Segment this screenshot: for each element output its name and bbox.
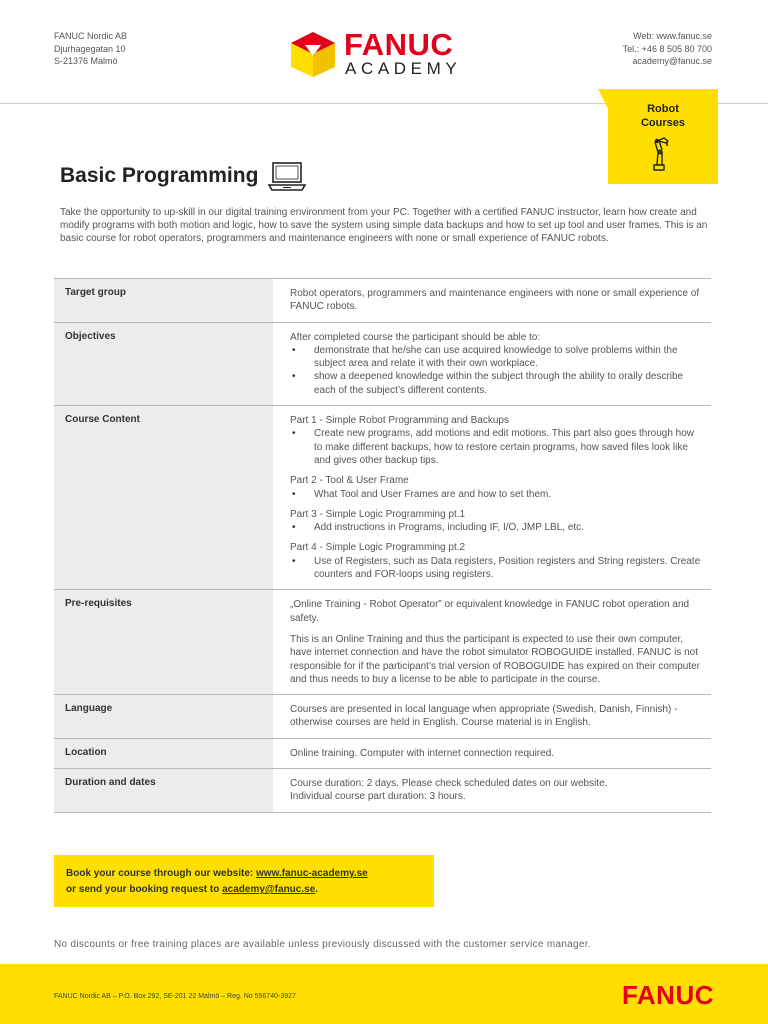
row-label: Target group bbox=[54, 279, 273, 322]
row-label: Pre-requisites bbox=[54, 590, 273, 694]
footer bbox=[0, 964, 768, 1024]
objectives-intro: After completed course the participant should be able to: bbox=[290, 331, 541, 343]
tab-title-line: Courses bbox=[640, 117, 686, 129]
row-value bbox=[273, 590, 711, 694]
part-duration-text: Individual course part duration: 3 hours. bbox=[290, 791, 466, 803]
row-label: Objectives bbox=[54, 323, 273, 405]
location-text: Online training. Computer with internet connection required. bbox=[290, 747, 555, 759]
robot-arm-icon bbox=[650, 135, 672, 171]
table-row bbox=[54, 590, 711, 695]
logo-brand: FANUC bbox=[344, 27, 454, 62]
part-title: Part 2 - Tool & User Frame bbox=[290, 475, 409, 487]
course-part bbox=[290, 414, 701, 467]
address-line: FANUC Nordic AB bbox=[54, 31, 128, 41]
row-label: Location bbox=[54, 739, 273, 768]
row-label: Course Content bbox=[54, 406, 273, 589]
course-part bbox=[290, 508, 701, 535]
logo-subtitle: ACADEMY bbox=[345, 59, 462, 78]
list-item: • Add instructions in Programs, including IF, I/O, JMP LBL, etc. bbox=[290, 521, 701, 534]
tab-title bbox=[608, 102, 718, 130]
footer-address: FANUC Nordic AB – P.O. Box 292, SE-201 22 Malmö – Reg. No 556740-3927 bbox=[54, 993, 296, 1000]
row-value bbox=[273, 406, 711, 589]
booking-suffix: . bbox=[315, 884, 319, 895]
tab-corner bbox=[598, 89, 608, 109]
table-row bbox=[54, 279, 711, 323]
list-item: • show a deepened knowledge within the subject through the ability to orally describe each of the subject’s different contents. bbox=[290, 370, 701, 397]
website-link[interactable]: www.fanuc-academy.se bbox=[256, 868, 368, 879]
footer-logo: FANUC bbox=[621, 980, 714, 1010]
course-part bbox=[290, 474, 701, 501]
fanuc-cube-icon bbox=[288, 30, 338, 78]
table-row bbox=[54, 406, 711, 590]
discount-notice: No discounts or free training places are available unless previously discussed with the customer service manager. bbox=[54, 939, 591, 950]
target-group-text: Robot operators, programmers and maintenance engineers with none or small experience of FANUC robots. bbox=[290, 288, 700, 313]
language-text: Courses are presented in local language when appropriate (Swedish, Danish, Finnish) - otherwise courses are held in English. Course material is in English. bbox=[290, 704, 678, 729]
objectives-list bbox=[290, 344, 701, 397]
list-item: • Use of Registers, such as Data registers, Position registers and String registers. Create counters and FOR-loops using registers. bbox=[290, 555, 701, 582]
booking-box bbox=[54, 855, 434, 907]
robot-courses-tab bbox=[598, 89, 718, 184]
prereq-paragraph: „Online Training - Robot Operator” or equivalent knowledge in FANUC robot operation and safety. bbox=[290, 599, 690, 624]
course-info-table bbox=[54, 278, 711, 813]
part-title: Part 4 - Simple Logic Programming pt.2 bbox=[290, 542, 466, 554]
booking-prefix: or send your booking request to bbox=[66, 884, 223, 895]
fanuc-academy-logo bbox=[288, 27, 484, 78]
list-item: • What Tool and User Frames are and how to set them. bbox=[290, 488, 701, 501]
booking-prefix: Book your course through our website: bbox=[66, 868, 257, 879]
contact-email[interactable]: academy@fanuc.se bbox=[632, 56, 712, 66]
row-value bbox=[273, 739, 711, 768]
row-label: Language bbox=[54, 695, 273, 738]
prereq-paragraph: This is an Online Training and thus the participant is expected to use their own computer, have internet connection and have the robot simulator ROBOGUIDE installed. FANUC is not responsible for if the participant’s trial version of ROBOGUIDE has expired on their computer and thus needs to buy a license to be able to participate in the course. bbox=[290, 633, 700, 685]
booking-text bbox=[66, 866, 368, 898]
list-item: • Create new programs, add motions and edit motions. This part also goes through how to make different backups, how to restore certain programs, how saved files look like and gives other backup tips. bbox=[290, 427, 701, 467]
contact-web[interactable]: Web: www.fanuc.se bbox=[633, 31, 712, 41]
row-value bbox=[273, 695, 711, 738]
course-part bbox=[290, 541, 701, 581]
table-row bbox=[54, 695, 711, 739]
part-title: Part 3 - Simple Logic Programming pt.1 bbox=[290, 508, 466, 520]
table-row bbox=[54, 739, 711, 769]
table-row bbox=[54, 769, 711, 813]
laptop-icon bbox=[267, 160, 307, 192]
list-item: • demonstrate that he/she can use acquired knowledge to solve problems within the subject area and relate it with their own workplace. bbox=[290, 344, 701, 371]
duration-text: Course duration: 2 days. Please check scheduled dates on our website. bbox=[290, 778, 608, 790]
address-line: Djurhagegatan 10 bbox=[54, 43, 126, 54]
row-value bbox=[273, 769, 711, 812]
part-title: Part 1 - Simple Robot Programming and Backups bbox=[290, 415, 509, 427]
contact-phone: Tel.: +46 8 505 80 700 bbox=[622, 43, 712, 54]
row-value bbox=[273, 279, 711, 322]
row-value bbox=[273, 323, 711, 405]
page-title: Basic Programming bbox=[60, 164, 259, 187]
company-address bbox=[54, 30, 127, 68]
company-contact bbox=[623, 30, 712, 68]
intro-paragraph: Take the opportunity to up-skill in our digital training environment from your PC. Together with a certified FANUC instructor, learn how create and modify programs with both motion and logic, how to save the system using simple data backups and how to set up tool and user frames. This is an basic course for robot operators, programmers and maintenance engineers with none or small experience of FANUC robots. bbox=[60, 207, 708, 244]
table-row bbox=[54, 323, 711, 406]
tab-title-line: Robot bbox=[647, 103, 679, 115]
address-line: S-21376 Malmö bbox=[54, 56, 118, 66]
email-link[interactable]: academy@fanuc.se bbox=[222, 884, 316, 895]
row-label: Duration and dates bbox=[54, 769, 273, 812]
